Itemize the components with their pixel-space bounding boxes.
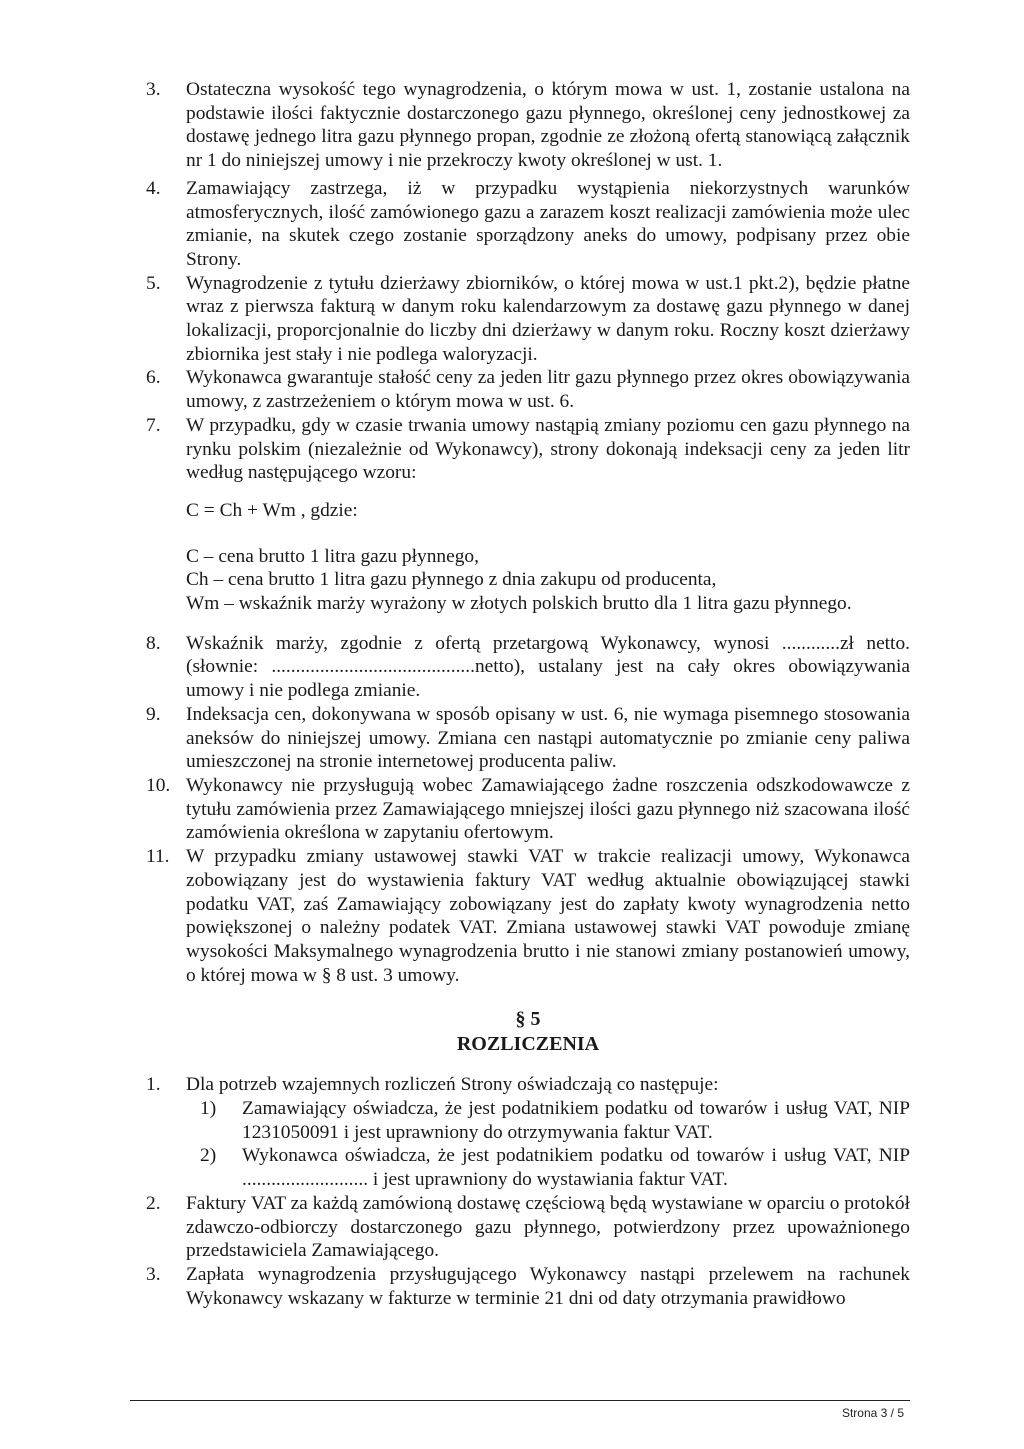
item-number: 5.	[146, 272, 161, 294]
item-text: W przypadku, gdy w czasie trwania umowy nastąpią zmiany poziomu cen gazu płynnego na rynku polskim (niezależnie od Wykonawcy), strony dokonają indeksacji ceny za jeden litr według następującego wzoru:	[186, 414, 910, 484]
section-number: § 5	[515, 1008, 541, 1031]
page-number: Strona 3 / 5	[841, 1406, 904, 1420]
document-body	[146, 78, 910, 1310]
legend-line: C – cena brutto 1 litra gazu płynnego,	[186, 545, 479, 567]
item-text: Wykonawcy nie przysługują wobec Zamawiającego żadne roszczenia odszkodowawcze z tytułu zamówienia przez Zamawiającego mniejszej ilości gazu płynnego niż szacowana ilość zamówienia określona w zapytaniu ofertowym.	[186, 774, 910, 844]
list-item	[146, 414, 910, 485]
item-text: Dla potrzeb wzajemnych rozliczeń Strony oświadczają co następuje:	[186, 1074, 719, 1096]
item-number: 1.	[146, 1074, 161, 1096]
item-number: 11.	[146, 846, 170, 868]
list-item	[146, 703, 910, 774]
item-text: Faktury VAT za każdą zamówioną dostawę częściową będą wystawiane w oparciu o protokół zdawczo-odbiorczy dostarczonego gazu płynnego, potwierdzony przez upoważnionego przedstawiciela Zamawiającego.	[186, 1192, 910, 1262]
list-item	[146, 366, 910, 413]
sub-item-number: 2)	[200, 1145, 217, 1167]
list-item	[146, 774, 910, 845]
sub-list-item	[200, 1097, 910, 1144]
item-number: 10.	[146, 774, 171, 796]
item-number: 6.	[146, 367, 161, 389]
item-number: 9.	[146, 703, 161, 725]
section-heading	[146, 1007, 910, 1057]
item-text: Wykonawca gwarantuje stałość ceny za jeden litr gazu płynnego przez okres obowiązywania umowy, z zastrzeżeniem o którym mowa w ust. 6.	[186, 367, 910, 413]
item-text: Ostateczna wysokość tego wynagrodzenia, o którym mowa w ust. 1, zostanie ustalona na podstawie ilości faktycznie dostarczonego gazu płynnego, określonej ceny jednostkowej za dostawę jednego litra gazu płynnego propan, zgodnie ze złożoną ofertą stanowiącą załącznik nr 1 do niniejszej umowy i nie przekroczy kwoty określonej w ust. 1.	[186, 79, 910, 172]
list-item	[146, 845, 910, 987]
list-item	[146, 177, 910, 272]
formula-legend	[186, 545, 910, 616]
item-number: 4.	[146, 177, 161, 199]
item-number: 3.	[146, 79, 161, 100]
list-item	[146, 78, 910, 173]
item-number: 7.	[146, 414, 161, 436]
legend-line: Ch – cena brutto 1 litra gazu płynnego z dnia zakupu od producenta,	[186, 569, 717, 591]
sub-list-item	[200, 1144, 910, 1191]
item-text: Wynagrodzenie z tytułu dzierżawy zbiorników, o której mowa w ust.1 pkt.2), będzie płatne wraz z pierwsza fakturą w danym roku kalendarzowym za dostawę gazu płynnego w danej lokalizacji, proporcjonalnie do liczby dni dzierżawy w danym roku. Roczny koszt dzierżawy zbiornika jest stały i nie podlega waloryzacji.	[186, 272, 910, 365]
list-item	[146, 1192, 910, 1263]
list-item	[146, 1263, 910, 1310]
item-number: 3.	[146, 1263, 161, 1285]
price-formula: C = Ch + Wm , gdzie:	[186, 499, 358, 521]
item-text: Indeksacja cen, dokonywana w sposób opisany w ust. 6, nie wymaga pisemnego stosowania aneksów do niniejszej umowy. Zmiana cen nastąpi automatycznie po zmianie ceny paliwa umieszczonej na stronie internetowej producenta paliw.	[186, 703, 910, 773]
footer-divider	[130, 1400, 910, 1401]
item-text: Zamawiający zastrzega, iż w przypadku wystąpienia niekorzystnych warunków atmosferycznych, ilość zamówionego gazu a zarazem koszt realizacji zamówienia może ulec zmianie, na skutek czego zostanie sporządzony aneks do umowy, podpisany przez obie Strony.	[186, 177, 910, 270]
sub-item-text: Zamawiający oświadcza, że jest podatnikiem podatku od towarów i usług VAT, NIP 1231050091 i jest uprawniony do otrzymywania faktur VAT.	[242, 1098, 910, 1143]
item-text: W przypadku zmiany ustawowej stawki VAT w trakcie realizacji umowy, Wykonawca zobowiązany jest do wystawienia faktury VAT według aktualnie obowiązującej stawki podatku VAT, zaś Zamawiający zobowiązany jest do zapłaty kwoty wynagrodzenia netto powiększonej o należny podatek VAT. Zmiana ustawowej stawki VAT powoduje zmianę wysokości Maksymalnego wynagrodzenia brutto i nie stanowi zmiany postanowień umowy, o której mowa w § 8 ust. 3 umowy.	[186, 846, 910, 986]
list-item	[146, 272, 910, 367]
list-item	[146, 632, 910, 703]
legend-line: Wm – wskaźnik marży wyrażony w złotych polskich brutto dla 1 litra gazu płynnego.	[186, 593, 852, 615]
sub-item-text: Wykonawca oświadcza, że jest podatnikiem podatku od towarów i usług VAT, NIP .......................... i jest uprawniony do wystawiania faktur VAT.	[242, 1145, 910, 1191]
list-item	[146, 1073, 910, 1097]
sub-item-number: 1)	[200, 1098, 217, 1120]
item-number: 8.	[146, 632, 161, 654]
item-number: 2.	[146, 1192, 161, 1214]
item-text: Zapłata wynagrodzenia przysługującego Wykonawcy nastąpi przelewem na rachunek Wykonawcy wskazany w fakturze w terminie 21 dni od daty otrzymania prawidłowo	[186, 1263, 910, 1309]
section-title: ROZLICZENIA	[456, 1033, 600, 1056]
item-text: Wskaźnik marży, zgodnie z ofertą przetargową Wykonawcy, wynosi ............zł netto. (słownie: ..........................................netto), ustalany jest na cały okres obowiązywania umowy i nie podlega zmianie.	[186, 632, 910, 702]
